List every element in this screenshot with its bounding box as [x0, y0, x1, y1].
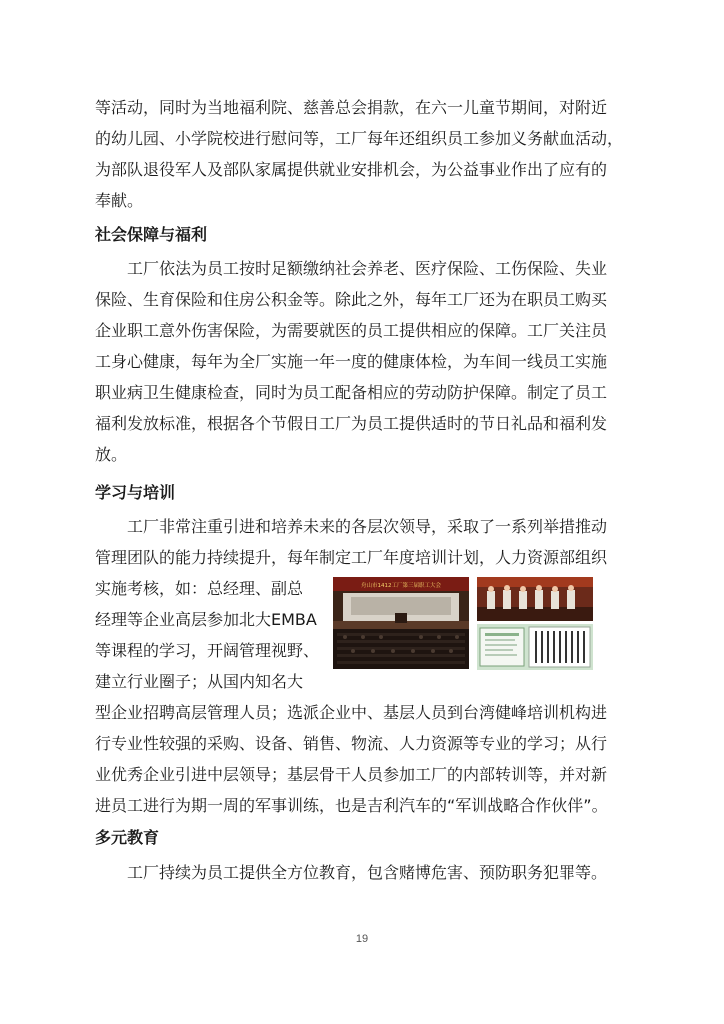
- paragraph-charity: [95, 92, 640, 216]
- text-line: 保险、生育保险和住房公积金等。除此之外，每年工厂还为在职员工购买: [95, 290, 608, 309]
- paragraph-training-wrapped: [95, 573, 330, 697]
- conference-photo-graphic: [333, 577, 469, 669]
- text-line: 型企业招聘高层管理人员；选派企业中、基层人员到台湾健峰培训机构进: [95, 703, 608, 722]
- text-line: 福利发放标准，根据各个节假日工厂为员工提供适时的节日礼品和福利发: [95, 414, 608, 433]
- text-line: 奉献。: [95, 191, 144, 210]
- text-line: 建立行业圈子；从国内知名大: [95, 672, 304, 691]
- conference-banner-text: 舟山市1412工厂第三届职工大会: [361, 583, 441, 589]
- text-line: 工厂依法为员工按时足额缴纳社会养老、医疗保险、工伤保险、失业: [127, 259, 608, 278]
- text-line: 实施考核，如：总经理、副总: [95, 579, 304, 598]
- documents-photo: [477, 624, 593, 670]
- text-line: 进员工进行为期一周的军事训练，也是吉利汽车的“军训战略合作伙伴”。: [95, 796, 608, 815]
- paragraph-training-rest: [95, 697, 640, 821]
- text-line: 经理等企业高层参加北大EMBA: [95, 610, 317, 629]
- page-number: 19: [355, 933, 369, 945]
- group-photo-graphic: [477, 577, 593, 621]
- text-line: 工身心健康，每年为全厂实施一年一度的健康体检，为车间一线员工实施: [95, 352, 608, 371]
- heading-social-security: 社会保障与福利: [95, 225, 208, 244]
- text-line: 的幼儿园、小学院校进行慰问等，工厂每年还组织员工参加义务献血活动，: [95, 129, 624, 148]
- heading-learning-training: 学习与培训: [95, 483, 176, 502]
- text-line: 企业职工意外伤害保险，为需要就医的员工提供相应的保障。工厂关注员: [95, 321, 608, 340]
- text-line: 业优秀企业引进中层领导；基层骨干人员参加工厂的内部转训等，并对新: [95, 765, 608, 784]
- text-line: 放。: [95, 445, 128, 464]
- text-line: 为部队退役军人及部队家属提供就业安排机会，为公益事业作出了应有的: [95, 160, 608, 179]
- group-photo: [477, 577, 593, 621]
- documents-photo-graphic: [477, 624, 593, 670]
- heading-diverse-education: 多元教育: [95, 828, 160, 847]
- text-line: 等课程的学习，开阔管理视野、: [95, 641, 320, 660]
- text-line: 职业病卫生健康检查，同时为员工配备相应的劳动防护保障。制定了员工: [95, 383, 608, 402]
- text-line: 等活动，同时为当地福利院、慈善总会捐款，在六一儿童节期间，对附近: [95, 98, 608, 117]
- conference-photo: [333, 577, 469, 669]
- text-line: 工厂持续为员工提供全方位教育，包含赌博危害、预防职务犯罪等。: [127, 863, 608, 882]
- paragraph-training-intro: [95, 511, 640, 573]
- text-line: 行专业性较强的采购、设备、销售、物流、人力资源等专业的学习；从行: [95, 734, 608, 753]
- paragraph-social-security: [95, 253, 640, 470]
- text-line: 管理团队的能力持续提升，每年制定工厂年度培训计划，人力资源部组织: [95, 548, 608, 567]
- text-line: 工厂非常注重引进和培养未来的各层次领导，采取了一系列举措推动: [127, 517, 608, 536]
- paragraph-education: [95, 857, 640, 888]
